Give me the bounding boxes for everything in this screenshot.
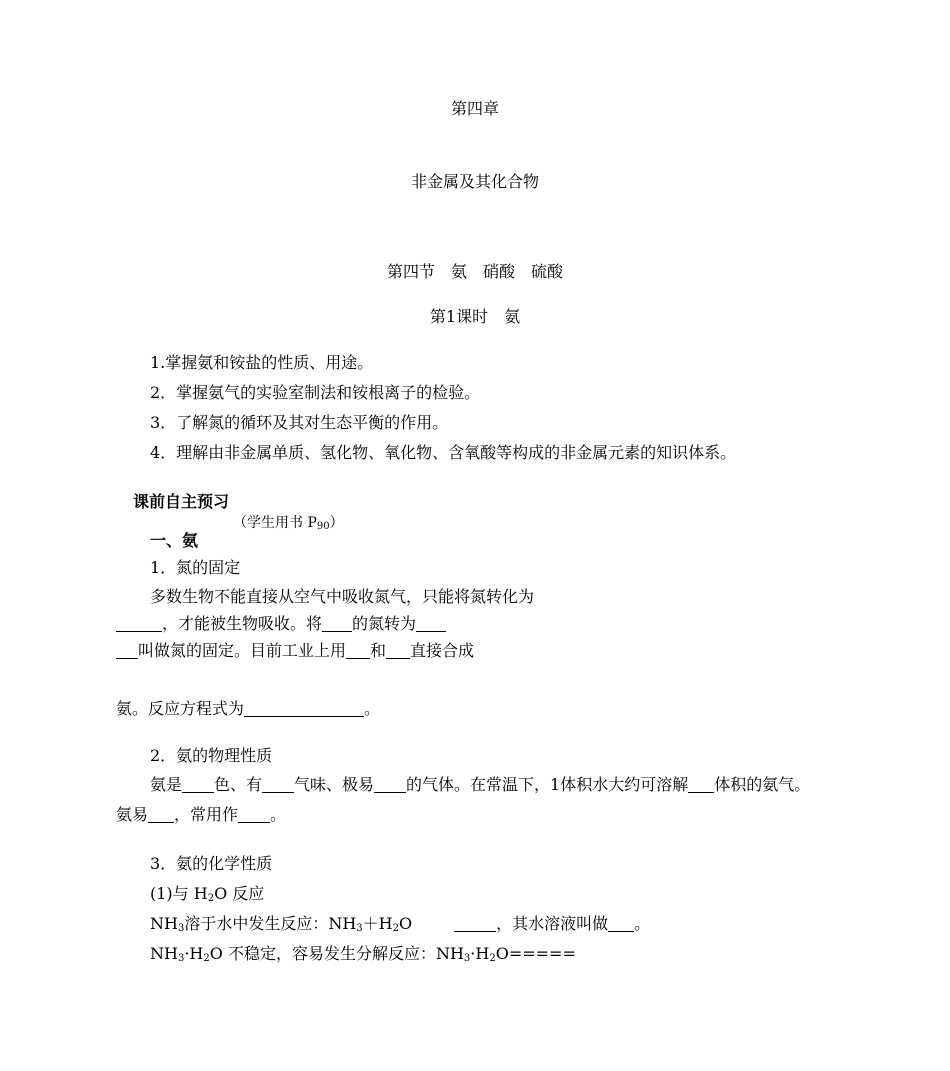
objective-1: 1.掌握氨和铵盐的性质、用途。: [150, 353, 374, 372]
answer-blank[interactable]: [182, 776, 214, 793]
equation-line-1: $NH_3$溶于水中发生反应：$NH_3+H_2O$ ，其水溶液叫做 。: [150, 914, 651, 934]
fixation-line-4: 氨。反应方程式为 。: [116, 699, 381, 718]
physical-line-1: 氨是 色、有 气味、极易 的气体。在常温下，1体积水大约可溶解 体积的氨气。: [150, 775, 811, 794]
fixation-line-3: 叫做氮的固定。目前工业上用 和 直接合成: [116, 640, 474, 662]
part1-heading: 一、氨: [150, 531, 199, 550]
answer-blank[interactable]: [116, 615, 162, 632]
section-title: 第四节 氨 硝酸 硫酸: [386, 262, 563, 281]
chapter-title: 非金属及其化合物: [410, 172, 539, 191]
objective-4: 4．理解由非金属单质、氢化物、氧化物、含氧酸等构成的非金属元素的知识体系。: [150, 443, 737, 462]
objective-2: 2．掌握氨气的实验室制法和铵根离子的检验。: [150, 383, 481, 402]
answer-blank[interactable]: [262, 776, 294, 793]
answer-blank[interactable]: [608, 915, 634, 932]
answer-blank[interactable]: [148, 806, 174, 823]
answer-blank[interactable]: [116, 642, 138, 659]
fixation-line-2: ，才能被生物吸收。将 的氮转为: [116, 613, 446, 635]
answer-blank[interactable]: [374, 776, 406, 793]
answer-blank[interactable]: [322, 615, 352, 632]
answer-blank[interactable]: [688, 776, 714, 793]
objective-3: 3．了解氮的循环及其对生态平衡的作用。: [150, 413, 449, 432]
answer-blank[interactable]: [238, 806, 270, 823]
answer-blank[interactable]: [454, 915, 496, 932]
fixation-line-1: 多数生物不能直接从空气中吸收氮气，只能将氮转化为: [150, 587, 535, 606]
answer-blank[interactable]: [346, 642, 370, 659]
answer-blank[interactable]: [386, 642, 410, 659]
answer-blank[interactable]: [416, 615, 446, 632]
physical-title: 2．氨的物理性质: [150, 746, 273, 765]
textbook-reference: （学生用书 $P_{90}$）: [233, 515, 344, 532]
physical-line-2: 氨易 ，常用作 。: [116, 805, 287, 824]
equation-line-2: $NH_3\cdot H_2O$ 不稳定，容易发生分解反应：$NH_3\cdot H_2O=====$: [150, 944, 576, 964]
chapter-number: 第四章: [450, 99, 499, 118]
lesson-title: 第1课时 氨: [429, 307, 521, 326]
water-reaction-title: (1)与 $H_2O$ 反应: [150, 884, 265, 904]
fixation-title: 1．氮的固定: [150, 558, 241, 577]
answer-blank[interactable]: [244, 700, 364, 717]
chemical-title: 3．氨的化学性质: [150, 854, 273, 873]
preview-heading: 课前自主预习: [133, 492, 230, 511]
